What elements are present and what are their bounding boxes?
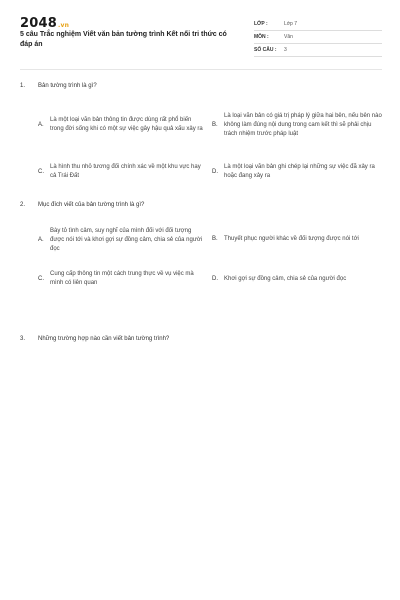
option-text: Cung cấp thông tin một cách trung thực về vụ việc mà mình có liên quan [50, 271, 194, 286]
site-logo[interactable] [20, 16, 69, 31]
question-prompt: Mục đích viết của bản tường trình là gì? [38, 202, 145, 208]
meta-value: Lớp 7 [284, 21, 298, 27]
option-1a[interactable] [38, 107, 206, 143]
meta-value: 3 [284, 47, 287, 53]
meta-row-class [254, 18, 382, 31]
meta-label: SỐ CÂU : [254, 47, 277, 53]
option-text: Là một loại văn bản ghi chép lại những sự việc đã xảy ra hoặc đang xảy ra [224, 164, 375, 179]
option-letter: D. [212, 275, 218, 282]
meta-value: Văn [284, 34, 293, 40]
meta-row-count [254, 44, 382, 57]
question-number: 1. [20, 83, 26, 89]
option-letter: A. [38, 236, 44, 243]
option-3a[interactable] [38, 331, 206, 343]
option-text: Là một loại văn bản thông tin được dùng rất phổ biến trong đời sống khi có một sự việc gây hậu quả xấu xảy ra [50, 117, 203, 132]
option-text: Là hình thu nhỏ tương đối chính xác về một khu vực hay cả Trái Đất [50, 164, 201, 179]
option-letter: C. [38, 275, 44, 282]
option-letter: D. [212, 168, 218, 175]
question-2 [20, 200, 382, 210]
option-1d[interactable] [212, 160, 382, 184]
meta-row-subject [254, 31, 382, 44]
option-2c[interactable] [38, 267, 206, 291]
document-title: 5 câu Trắc nghiệm Viết văn bản tường trình Kết nối tri thức có đáp án [20, 31, 227, 48]
header-divider [20, 69, 382, 70]
meta-label: LỚP : [254, 21, 268, 27]
question-number: 3. [20, 336, 26, 342]
option-letter: C. [38, 168, 44, 175]
meta-label: MÔN : [254, 34, 269, 40]
option-1c[interactable] [38, 160, 206, 184]
option-2a[interactable] [38, 222, 206, 258]
question-prompt: Những trường hợp nào cần viết bản tường trình? [38, 336, 170, 342]
option-2b[interactable] [212, 227, 382, 251]
question-prompt: Bản tường trình là gì? [38, 83, 97, 89]
option-letter: B. [212, 235, 218, 242]
question-text [20, 200, 382, 210]
option-text: Thuyết phục người khác về đối tượng được nói tới [224, 235, 359, 242]
question-text [20, 81, 382, 91]
option-2d[interactable] [212, 267, 382, 291]
meta-table [254, 18, 382, 57]
option-text: Là loại văn bản có giá trị pháp lý giữa hai bên, nếu bên nào không làm đúng nội dung trong cam kết thì sẽ phải chịu trách nhiệm trước pháp luật [224, 112, 382, 137]
option-1b[interactable] [212, 102, 382, 148]
option-letter: A. [38, 121, 44, 128]
question-number: 2. [20, 202, 26, 208]
option-letter: B. [212, 121, 218, 128]
question-1 [20, 81, 382, 91]
option-text: Khơi gợi sự đồng cảm, chia sẻ của người đọc [224, 275, 347, 282]
logo-suffix: .vn [57, 22, 70, 29]
logo-main: 2048 [20, 16, 57, 31]
option-text: Bày tỏ tình cảm, suy nghĩ của mình đối với đối tượng được nói tới và khơi gợi sự đồng cảm, chia sẻ của người đọc [50, 227, 203, 252]
